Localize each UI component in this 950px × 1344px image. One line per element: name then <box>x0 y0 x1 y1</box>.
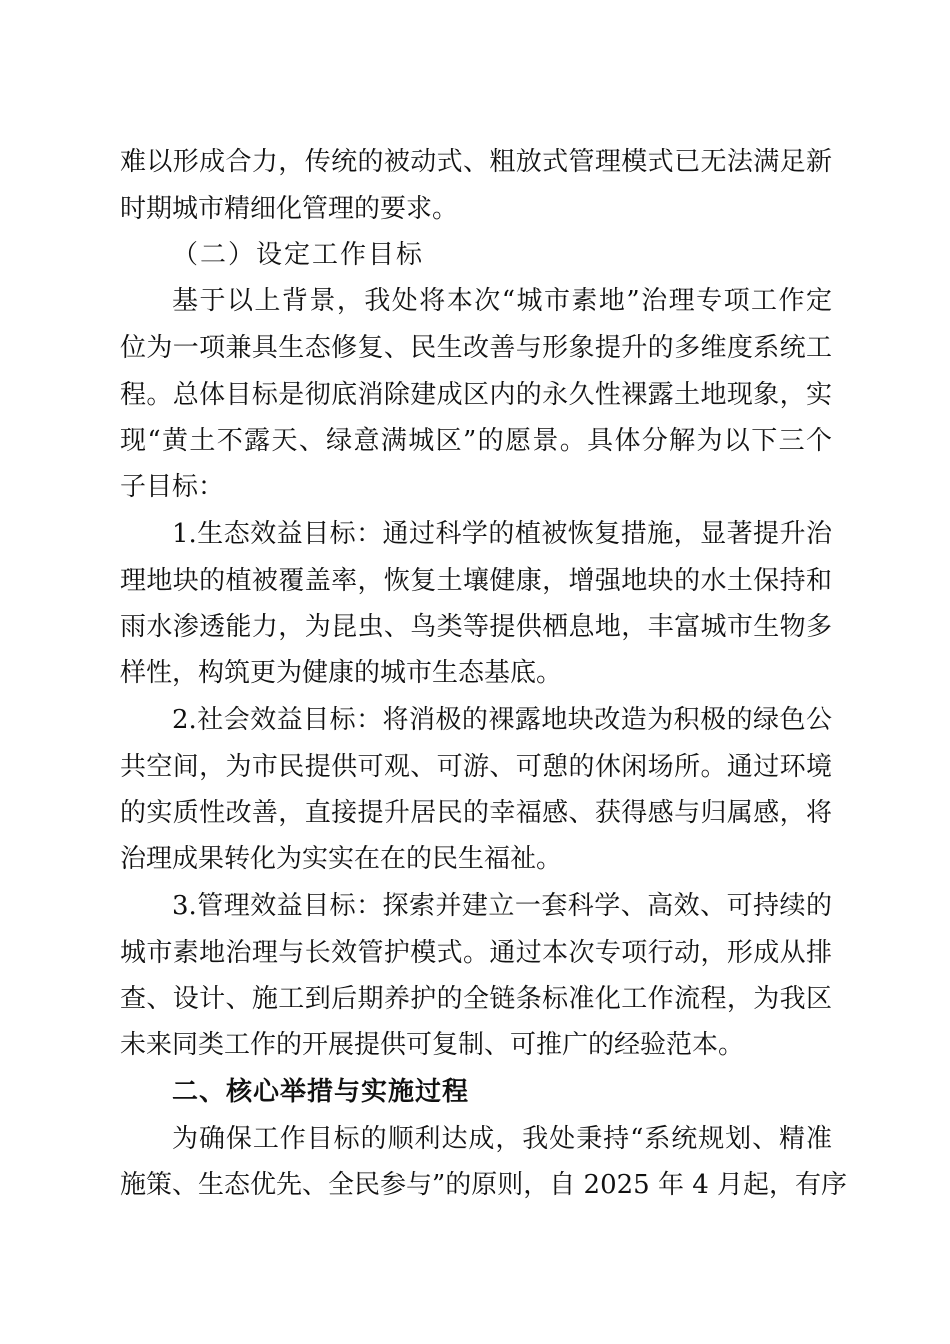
paragraph-line: 现“黄土不露天、绿意满城区”的愿景。具体分解为以下三个 <box>120 426 832 456</box>
goal-line: 3.管理效益目标：探索并建立一套科学、高效、可持续的 <box>172 891 832 921</box>
paragraph-line: 时期城市精细化管理的要求。 <box>120 194 459 224</box>
goal-line: 治理成果转化为实实在在的民生福祉。 <box>120 844 563 874</box>
paragraph-line: 为确保工作目标的顺利达成，我处秉持“系统规划、精准 <box>172 1124 832 1154</box>
goal-line: 城市素地治理与长效管护模式。通过本次专项行动，形成从排 <box>120 938 832 968</box>
goal-line: 1.生态效益目标：通过科学的植被恢复措施，显著提升治 <box>172 519 832 549</box>
chapter-heading: 二、核心举措与实施过程 <box>172 1077 470 1107</box>
paragraph-line: 难以形成合力，传统的被动式、粗放式管理模式已无法满足新 <box>120 147 832 177</box>
goal-line: 查、设计、施工到后期养护的全链条标准化工作流程，为我区 <box>120 984 832 1014</box>
goal-line: 的实质性改善，直接提升居民的幸福感、获得感与归属感，将 <box>120 798 832 828</box>
goal-line: 共空间，为市民提供可观、可游、可憩的休闲场所。通过环境 <box>120 752 832 782</box>
paragraph-line: 子目标： <box>120 472 225 502</box>
paragraph-line: 位为一项兼具生态修复、民生改善与形象提升的多维度系统工 <box>120 333 832 363</box>
paragraph-line: 施策、生态优先、全民参与”的原则，自 2025 年 4 月起，有序 <box>120 1170 848 1200</box>
section-heading: （二）设定工作目标 <box>172 240 425 270</box>
goal-line: 雨水渗透能力，为昆虫、鸟类等提供栖息地，丰富城市生物多 <box>120 612 832 642</box>
goal-line: 理地块的植被覆盖率，恢复土壤健康，增强地块的水土保持和 <box>120 566 832 596</box>
goal-line: 未来同类工作的开展提供可复制、可推广的经验范本。 <box>120 1030 745 1060</box>
paragraph-line: 基于以上背景，我处将本次“城市素地”治理专项工作定 <box>172 286 832 316</box>
paragraph-line: 程。总体目标是彻底消除建成区内的永久性裸露土地现象，实 <box>120 380 832 410</box>
goal-line: 样性，构筑更为健康的城市生态基底。 <box>120 658 563 688</box>
goal-line: 2.社会效益目标：将消极的裸露地块改造为积极的绿色公 <box>172 705 832 735</box>
